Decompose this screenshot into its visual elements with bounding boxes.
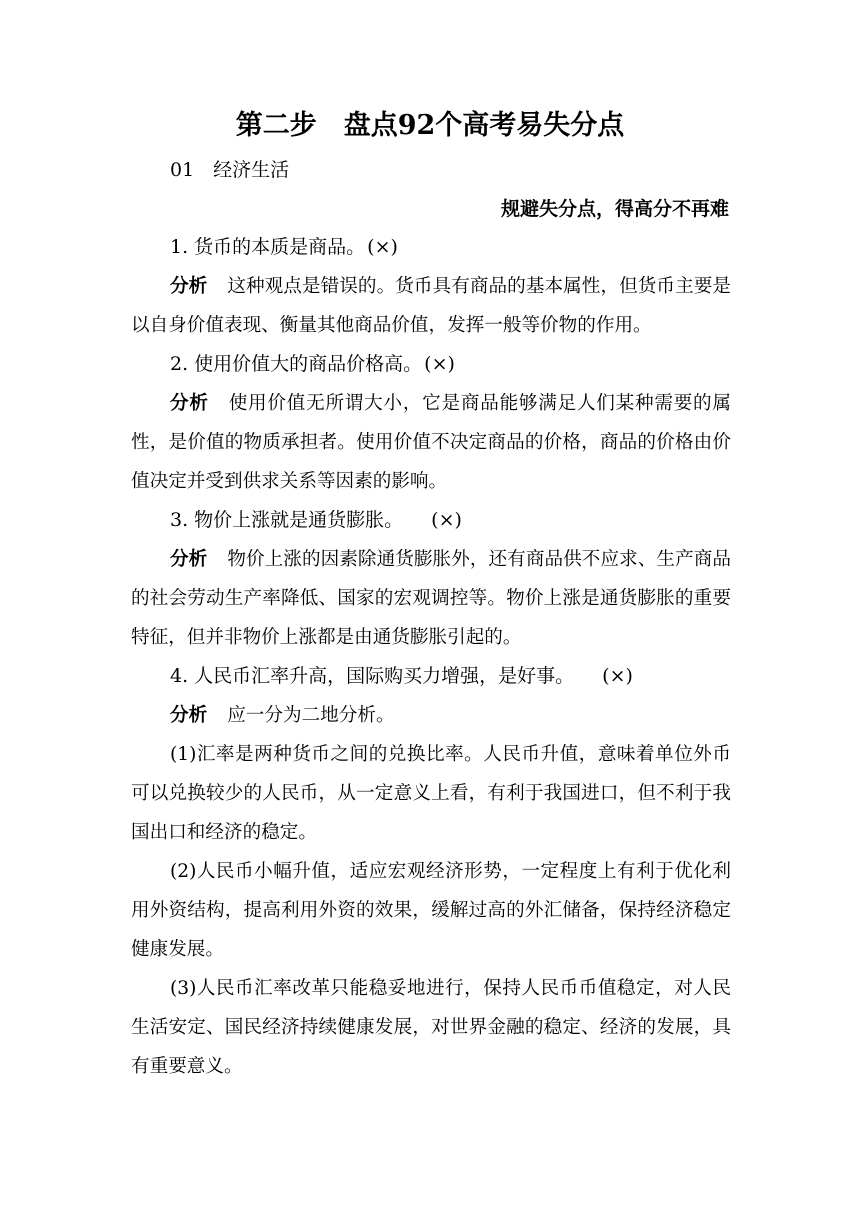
slogan: 规避失分点，得高分不再难: [500, 198, 729, 220]
analysis-3: [131, 540, 731, 657]
analysis-label: 分析: [170, 705, 208, 726]
analysis-2: [131, 384, 731, 501]
analysis-point-3: (3)人民币汇率改革只能稳妥地进行，保持人民币币值稳定，对人民生活安定、国民经济持续健康发展，对世界金融的稳定、经济的发展，具有重要意义。: [131, 978, 731, 1077]
question-text: 2. 使用价值大的商品价格高。: [170, 353, 423, 375]
page-title: 第二步 盘点92个高考易失分点: [235, 110, 625, 141]
analysis-text: 这种观点是错误的。货币具有商品的基本属性，但货币主要是以自身价值表现、衡量其他商品价值，发挥一般等价物的作用。: [131, 276, 731, 336]
question-text: 1. 货币的本质是商品。: [170, 236, 366, 258]
wrong-mark: (×): [431, 509, 462, 531]
question-3: [131, 501, 731, 540]
question-2: [131, 345, 731, 384]
analysis-text: 物价上涨的因素除通货膨胀外，还有商品供不应求、生产商品的社会劳动生产率降低、国家的宏观调控等。物价上涨是通货膨胀的重要特征，但并非物价上涨都是由通货膨胀引起的。: [131, 549, 731, 648]
analysis-text: 应一分为二地分析。: [227, 705, 395, 726]
wrong-mark: (×): [602, 665, 633, 687]
analysis-4: [131, 696, 731, 735]
analysis-label: 分析: [170, 549, 208, 570]
wrong-mark: (×): [367, 236, 398, 258]
analysis-point-2: (2)人民币小幅升值，适应宏观经济形势，一定程度上有利于优化利用外资结构，提高利用外资的效果，缓解过高的外汇储备，保持经济稳定健康发展。: [131, 861, 731, 960]
question-text: 4. 人民币汇率升高，国际购买力增强，是好事。: [170, 665, 575, 687]
analysis-1: [131, 267, 731, 345]
question-1: [131, 228, 731, 267]
section-heading: 01 经济生活: [170, 159, 290, 181]
analysis-text: 使用价值无所谓大小，它是商品能够满足人们某种需要的属性，是价值的物质承担者。使用价值不决定商品的价格，商品的价格由价值决定并受到供求关系等因素的影响。: [131, 393, 731, 492]
question-4: [131, 657, 731, 696]
question-text: 3. 物价上涨就是通货膨胀。: [170, 509, 404, 531]
analysis-label: 分析: [170, 276, 208, 297]
content-body: [131, 228, 731, 1086]
analysis-label: 分析: [170, 393, 209, 414]
wrong-mark: (×): [424, 353, 455, 375]
analysis-point-1: (1)汇率是两种货币之间的兑换比率。人民币升值，意味着单位外币可以兑换较少的人民币，从一定意义上看，有利于我国进口，但不利于我国出口和经济的稳定。: [131, 744, 731, 843]
